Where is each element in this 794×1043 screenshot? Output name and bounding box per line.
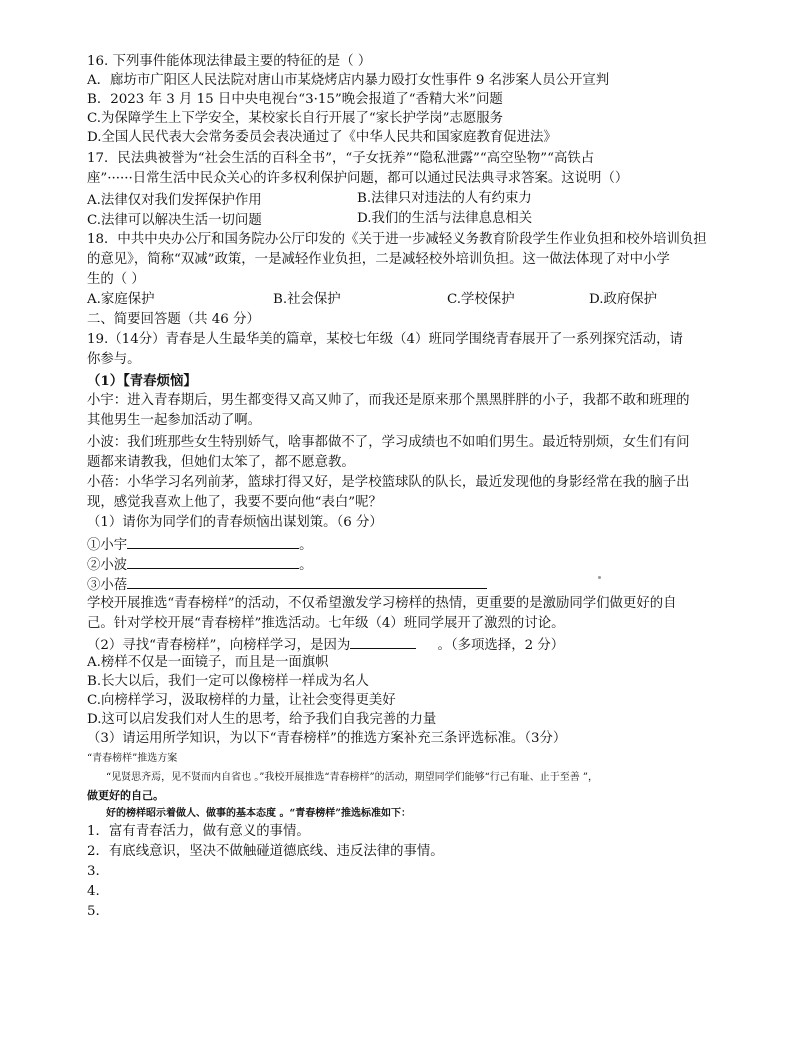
q17-option-a: A.法律仅对我们发挥保护作用 xyxy=(87,193,262,208)
q16-option-b: B．2023 年 3 月 15 日中央电视台“3·15”晚会报道了“香精大米”问题 xyxy=(87,92,503,107)
q19-sub3: （3）请运用所学知识，为以下“青春榜样”的推选方案补充三条评选标准。（3分） xyxy=(87,731,567,746)
criterion-1: 1．富有青春活力，做有意义的事情。 xyxy=(87,824,310,839)
q16-option-d: D.全国人民代表大会常务委员会表决通过了《中华人民共和国家庭教育促进法》 xyxy=(87,130,557,145)
q18-option-b: B.社会保护 xyxy=(273,292,341,307)
q19-opt-a: A.榜样不仅是一面镜子，而且是一面旗帜 xyxy=(87,655,329,670)
criterion-2: 2．有底线意识，坚决不做触碰道德底线、违反法律的事情。 xyxy=(87,844,444,859)
q19-intro-line1: 19.（14分）青春是人生最华美的篇章，某校七年级（4）班同学围绕青春展开了一系列探究活动，请 xyxy=(87,332,683,347)
plan-para-line3: 好的榜样昭示着做人、做事的基本态度 。“青春榜样”推选标准如下： xyxy=(106,808,411,819)
q18-stem-line2: 的意见》，简称“双减”政策，一是减轻作业负担，二是减轻校外培训负担。这一做法体现了对中小学 xyxy=(87,252,670,267)
stray-mark xyxy=(598,576,601,579)
answer-label-xiaobo: ②小波 xyxy=(87,558,128,573)
q16-stem: 16. 下列事件能体现法律最主要的特征的是（ ） xyxy=(87,54,372,69)
xiaobo-line1: 小波：我们班那些女生特别娇气，啥事都做不了，学习成绩也不如咱们男生。最近特别烦，女生们有问 xyxy=(87,435,690,450)
answer-blank-xiaoyu[interactable] xyxy=(127,534,299,549)
xiaoyu-line2: 其他男生一起参加活动了啊。 xyxy=(87,413,262,428)
q19-part1-title: （1）【青春烦恼】 xyxy=(87,373,197,389)
answer-line-xiaobo xyxy=(87,554,313,575)
xiaoyu-line1: 小宇：进入青春期后，男生都变得又高又帅了，而我还是原来那个黑黑胖胖的小子，我都不敢和班理的 xyxy=(87,393,690,408)
xiaobei-line2: 现，感觉我喜欢上他了，我要不要向他“表白”呢？ xyxy=(87,495,382,510)
criterion-4: 4. xyxy=(87,884,100,899)
q19-sub1: （1）请你为同学们的青春烦恼出谋划策。（6 分） xyxy=(87,515,383,530)
q19-sub2 xyxy=(87,634,564,655)
criterion-5: 5. xyxy=(87,904,100,919)
q17-option-b: B.法律只对违法的人有约束力 xyxy=(357,191,532,206)
q19-sub2-prefix: （2）寻找“青春榜样”，向榜样学习，是因为 xyxy=(87,638,351,653)
answer-blank-xiaobei[interactable] xyxy=(127,574,487,589)
plan-para-line1: “见贤思齐焉，见不贤而内自省也 。”我校开展推选“青春榜样”的活动，期望同学们能够“行己有耻、止于至善 ”， xyxy=(106,772,599,783)
q18-option-d: D.政府保护 xyxy=(589,292,658,307)
q19-opt-d: D.这可以启发我们对人生的思考，给予我们自我完善的力量 xyxy=(87,712,437,727)
q19-opt-c: C.向榜样学习，汲取榜样的力量，让社会变得更美好 xyxy=(87,693,396,708)
q18-option-c: C.学校保护 xyxy=(447,292,515,307)
xiaobo-line2: 题都来请教我，但她们太笨了，都不愿意教。 xyxy=(87,455,355,470)
q18-stem-line1: 18．中共中央办公厅和国务院办公厅印发的《关于进一步减轻义务教育阶段学生作业负担和校外培训负担 xyxy=(87,232,707,247)
q16-option-a: A．廊坊市广阳区人民法院对唐山市某烧烤店内暴力殴打女性事件 9 名涉案人员公开宣判 xyxy=(87,73,610,88)
q17-stem-line1: 17．民法典被誉为“社会生活的百科全书”，“子女抚养”“隐私泄露”“高空坠物”“高铁占 xyxy=(87,151,595,166)
plan-title: “青春榜样”推选方案 xyxy=(87,753,178,764)
q19-opt-b: B.长大以后，我们一定可以像榜样一样成为名人 xyxy=(87,674,369,689)
criterion-3: 3. xyxy=(87,864,100,879)
answer-line-xiaoyu xyxy=(87,534,313,555)
q17-stem-line2: 座”······日常生活中民众关心的许多权利保护问题，都可以通过民法典寻求答案。这说明（） xyxy=(87,171,629,186)
q16-option-c: C.为保障学生上下学安全，某校家长自行开展了“家长护学岗”志愿服务 xyxy=(87,111,504,126)
answer-label-xiaobei: ③小蓓 xyxy=(87,578,128,593)
plan-para-line2: 做更好的自己。 xyxy=(87,789,164,802)
q19-sub2-suffix: 。（多项选择，2 分） xyxy=(437,638,565,653)
q18-option-a: A.家庭保护 xyxy=(87,292,155,307)
q17-option-c: C.法律可以解决生活一切问题 xyxy=(87,213,262,228)
q19-para-line2: 己。针对学校开展“青春榜样”推选活动。七年级（4）班同学展开了激烈的讨论。 xyxy=(87,616,565,631)
section-heading: 二、简要回答题（共 46 分） xyxy=(87,312,260,327)
q18-stem-line3: 生的（ ） xyxy=(87,272,145,287)
answer-blank-xiaobo[interactable] xyxy=(127,554,299,569)
answer-line-xiaobei xyxy=(87,574,487,595)
q19-sub2-blank[interactable] xyxy=(350,634,416,649)
q17-option-d: D.我们的生活与法律息息相关 xyxy=(357,211,533,226)
q19-para-line1: 学校开展推选“青春榜样”的活动，不仅希望激发学习榜样的热情，更重要的是激励同学们做更好的自 xyxy=(87,596,677,611)
q19-intro-line2: 你参与。 xyxy=(87,352,141,367)
answer-label-xiaoyu: ①小宇 xyxy=(87,538,128,553)
answer-period-xiaoyu: 。 xyxy=(299,538,313,553)
xiaobei-line1: 小蓓：小华学习名列前茅，篮球打得又好，是学校篮球队的队长，最近发现他的身影经常在我的脑子出 xyxy=(87,475,690,490)
answer-period-xiaobo: 。 xyxy=(299,558,313,573)
